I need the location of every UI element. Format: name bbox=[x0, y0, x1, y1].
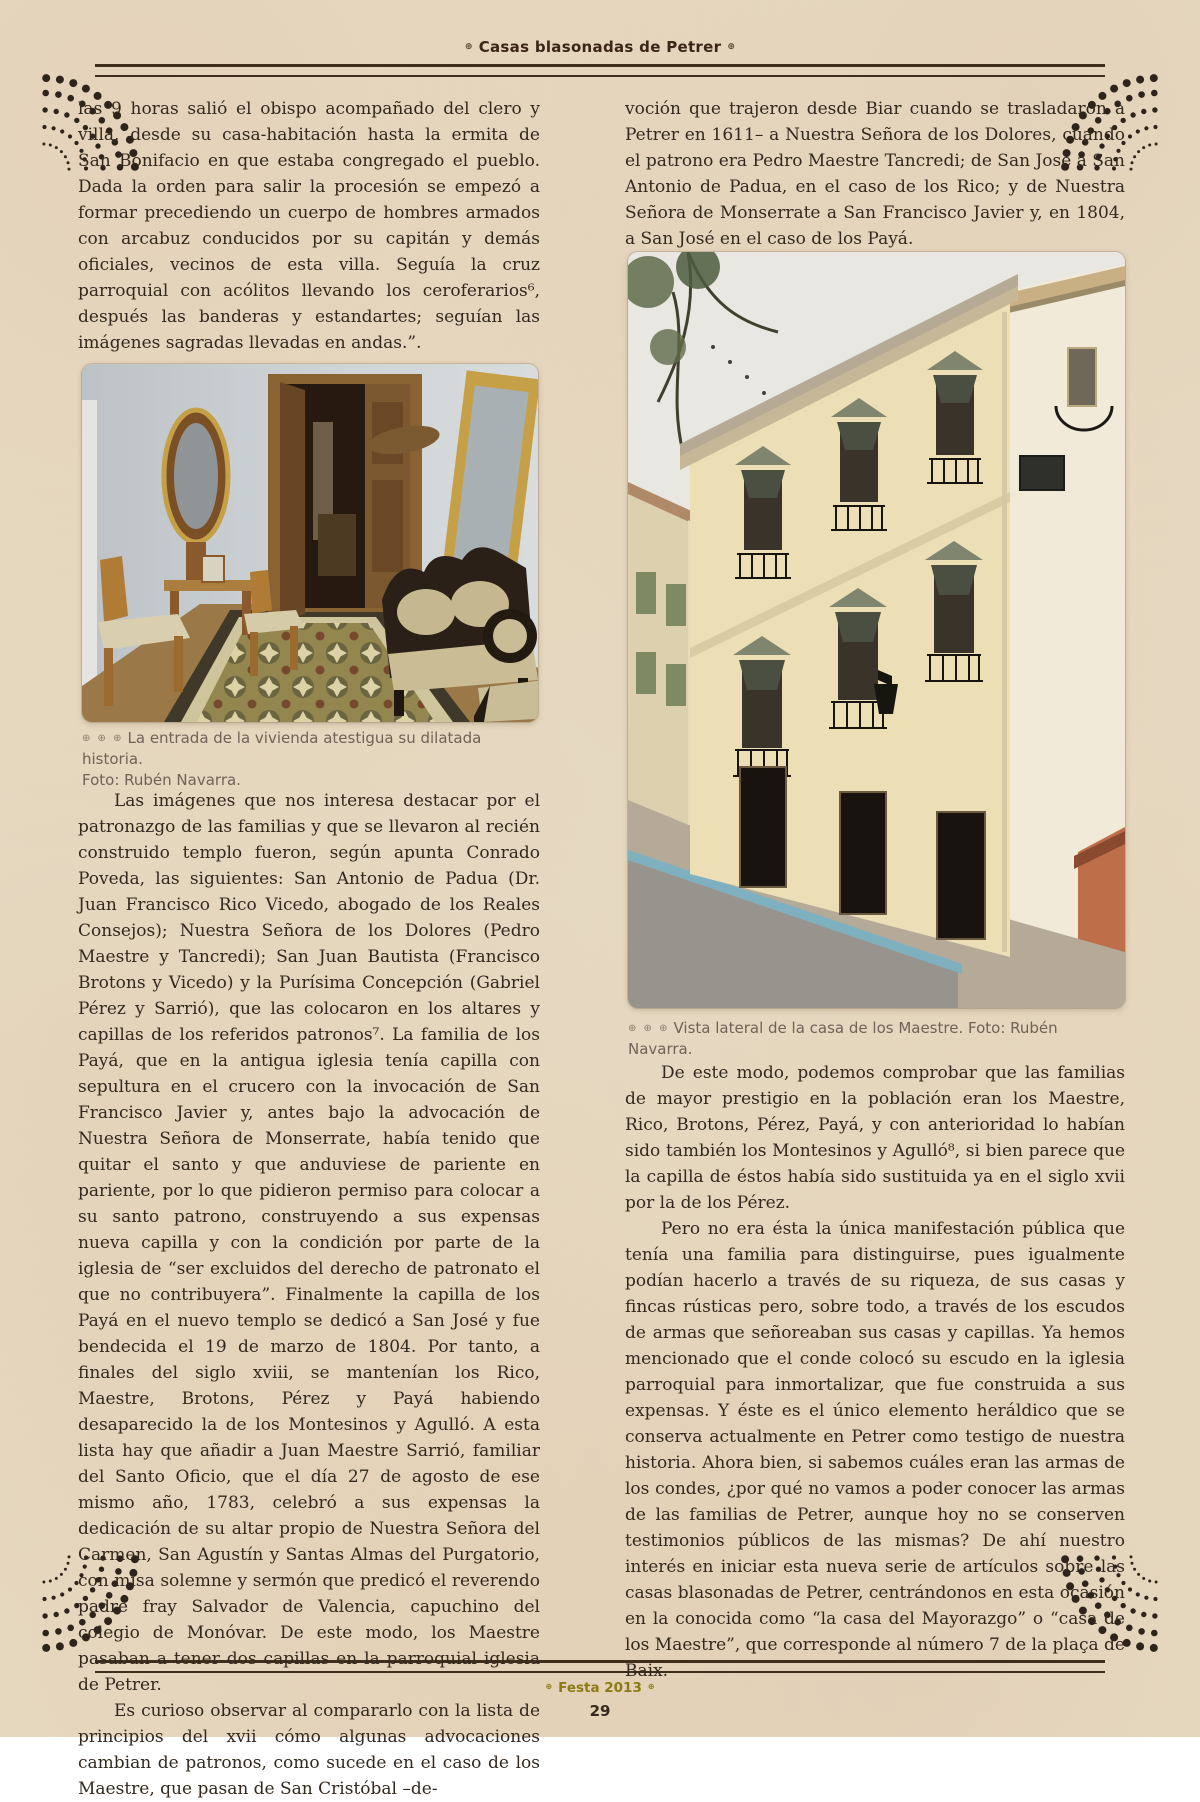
right-column-paragraph-3: Pero no era ésta la única manifestación pública que tenía una familia para distinguirse, pues igualmente podían hacerlo a través de su riqueza, de sus casas y fincas rústicas pero, sobre todo, a través de los escudos de armas que señoreaban sus casas y capillas. Ya hemos mencionado que el conde colocó su escudo en la iglesia parroquial para inmortalizar, que fue construida a sus expensas. Y éste es el único elemento heráldico que se conserva actualmente en Petrer como testigo de nuestra historia. Ahora bien, si sabemos cuáles eran las armas de los condes, ¿por qué no vamos a poder conocer las armas de las familias de Petrer, aunque hoy no se conserven testimonios públicos de las mismas? De ahí nuestro interés en iniciar esta nueva serie de artículos sobre las casas blasonadas de Petrer, centrándonos en esta ocasión en la conocida como “la casa del Mayorazgo” o “casa de los Maestre”, que corresponde al número 7 de la plaça de Baix. bbox=[625, 1219, 1125, 1681]
ornament-icon: ⊕ bbox=[727, 42, 736, 52]
page-number: 29 bbox=[589, 1702, 611, 1720]
footer-label bbox=[0, 1680, 1200, 1696]
top-rule bbox=[95, 64, 1105, 77]
caption-marks-icon: ⊕ ⊕ ⊕ bbox=[82, 733, 124, 744]
caption-marks-icon: ⊕ ⊕ ⊕ bbox=[628, 1023, 670, 1034]
caption-text: La entrada de la vivienda atestigua su dilatada historia. bbox=[82, 729, 482, 768]
interior-photo bbox=[82, 364, 538, 722]
facade-photo bbox=[628, 252, 1125, 1008]
left-column-paragraph-1: las 9 horas salió el obispo acompañado del clero y villa, desde su casa-habitación hasta la ermita de San Bonifacio en que estaba congregado el pueblo. Dada la orden para salir la procesión se empezó a formar precediendo un cuerpo de hombres armados con arcabuz conducidos por su capitán y demás oficiales, vecinos de esta villa. Seguía la cruz parroquial con acólitos llevando los ceroferarios⁶, después las banderas y estandartes; seguían las imágenes sagradas llevadas en andas.”. bbox=[78, 99, 540, 353]
left-column-lower-text bbox=[78, 788, 540, 1802]
ornament-icon: ⊕ bbox=[464, 42, 473, 52]
right-column-paragraph-2: De este modo, podemos comprobar que las familias de mayor prestigio en la población eran los Maestre, Rico, Brotons, Pérez, Payá, y con anterioridad lo habían sido también los Montesinos y Agulló⁸, si bien parece que la capilla de éstos había sido sustituida ya en el siglo xvii por la de los Pérez. bbox=[625, 1063, 1125, 1213]
interior-photo-image bbox=[82, 364, 538, 722]
right-column-paragraph-1: voción que trajeron desde Biar cuando se trasladaron a Petrer en 1611– a Nuestra Señora de los Dolores, cuando el patrono era Pedro Maestre Tancredi; de San José a San Antonio de Padua, en el caso de los Rico; y de Nuestra Señora de Monserrate a San Francisco Javier y, en 1804, a San José en el caso de los Payá. bbox=[625, 99, 1125, 249]
page-header bbox=[0, 38, 1200, 56]
section-title: Casas blasonadas de Petrer bbox=[478, 38, 722, 56]
facade-photo-image bbox=[628, 252, 1125, 1008]
ornament-icon: ⊕ bbox=[647, 1682, 655, 1691]
ornament-icon: ⊕ bbox=[545, 1682, 553, 1691]
interior-photo-caption bbox=[82, 728, 542, 791]
right-column-lower-text bbox=[625, 1060, 1125, 1684]
footer-edition: Festa 2013 bbox=[558, 1680, 642, 1696]
left-column-paragraph-3: Es curioso observar al compararlo con la lista de principios del xvii cómo algunas advocaciones cambian de patronos, como sucede en el caso de los Maestre, que pasan de San Cristóbal –de- bbox=[78, 1701, 540, 1799]
caption-text: Vista lateral de la casa de los Maestre. Foto: Rubén Navarra. bbox=[628, 1019, 1058, 1058]
caption-credit: Foto: Rubén Navarra. bbox=[82, 771, 241, 789]
left-column-paragraph-2: Las imágenes que nos interesa destacar por el patronazgo de las familias y que se llevaron al recién construido templo fueron, según apunta Conrado Poveda, las siguientes: San Antonio de Padua (Dr. Juan Francisco Rico Vicedo, abogado de los Reales Consejos); Nuestra Señora de los Dolores (Pedro Maestre y Tancredi); San Juan Bautista (Francisco Brotons y Vicedo) y la Purísima Concepción (Gabriel Pérez y Sarrió), que las colocaron en los altares y capillas de los referidos patronos⁷. La familia de los Payá, que en la antigua iglesia tenía capilla con sepultura en el crucero con la invocación de San Francisco Javier y, antes bajo la advocación de Nuestra Señora de Monserrate, había tenido que quitar el santo y que anduviese de pariente en pariente, por lo que pidieron permiso para colocar a su santo patrono, construyendo a sus expensas nueva capilla y con la condición por parte de la iglesia de “ser excluidos del derecho de patronato el que no contribuyera”. Finalmente la capilla de los Payá en el nuevo templo se dedicó a San José y fue bendecida el 19 de marzo de 1804. Por tanto, a finales del siglo xviii, se mantenían los Rico, Maestre, Brotons, Pérez y Payá habiendo desaparecido la de los Montesinos y Agulló. A esta lista hay que añadir a Juan Maestre Sarrió, familiar del Santo Oficio, que el día 27 de agosto de ese mismo año, 1783, celebró a sus expensas la dedicación de su altar propio de Nuestra Señora del Carmen, San Agustín y Santas Almas del Purgatorio, con misa solemne y sermón que predicó el reverendo padre fray Salvador de Valencia, capuchino del colegio de Monóvar. De este modo, los Maestre pasaban a tener dos capillas en la parroquial iglesia de Petrer. bbox=[78, 791, 540, 1695]
facade-photo-caption bbox=[628, 1018, 1125, 1060]
